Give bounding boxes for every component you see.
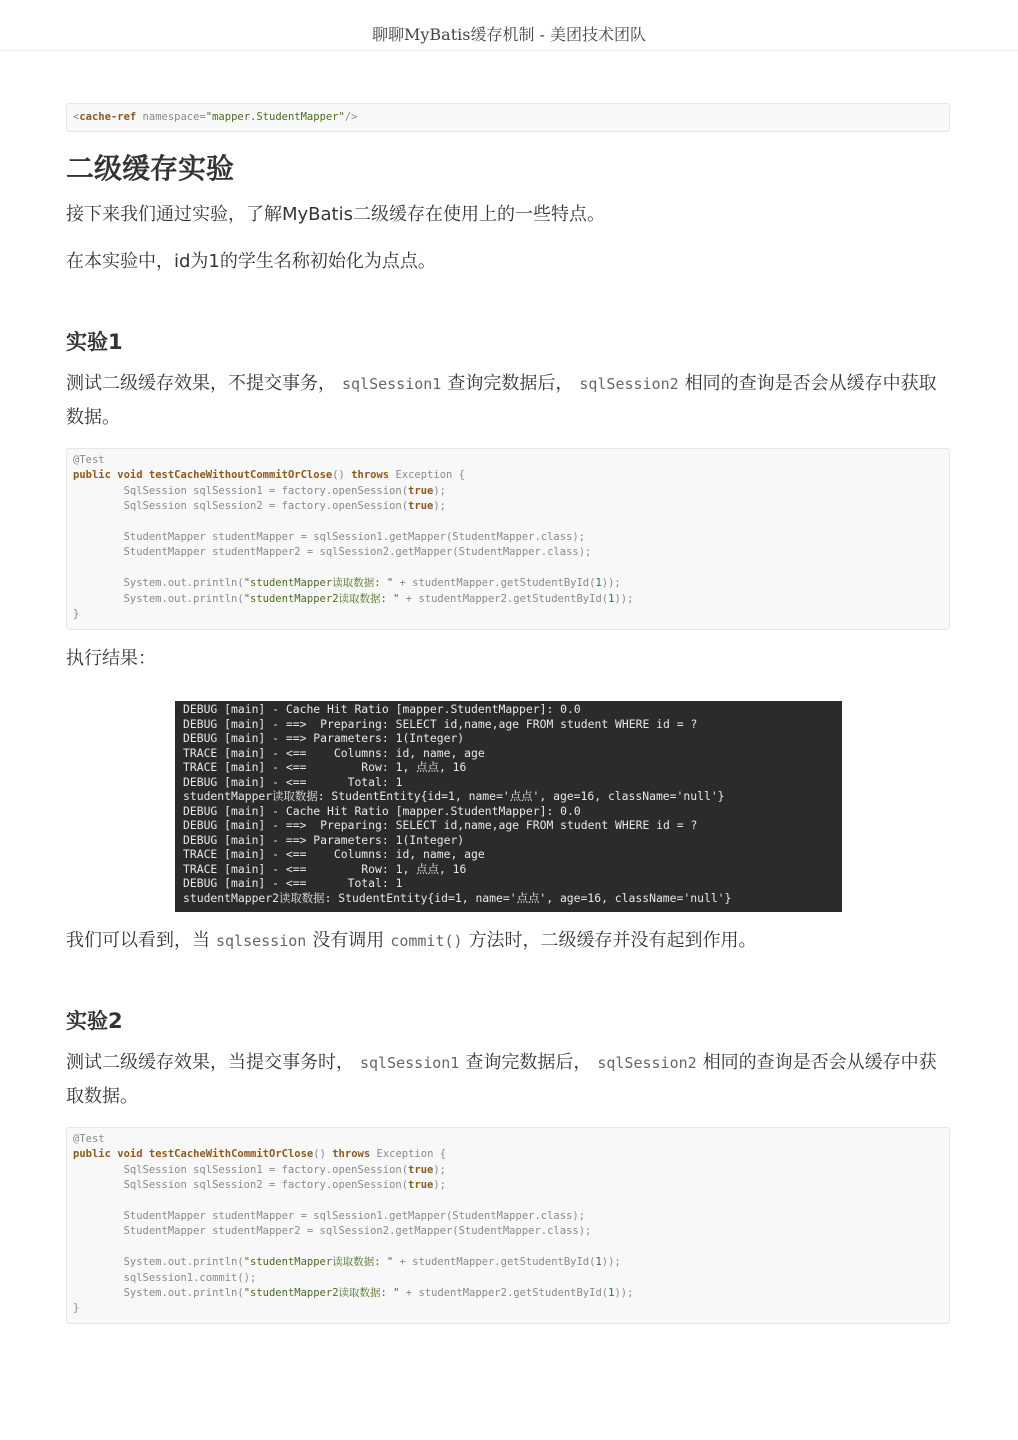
terminal-output [175, 701, 842, 912]
exp1-result-label: 执行结果： [66, 648, 156, 669]
exp1-conclusion: 我们可以看到，当 sqlsession 没有调用 commit() 方法时，二级缓存并没有起到作用。 [66, 930, 757, 951]
method-name: testCacheWithCommitOrClose [148, 1148, 314, 1161]
terminal-line: TRACE [main] - <== Columns: id, name, age [183, 847, 485, 861]
method-name: testCacheWithoutCommitOrClose [148, 469, 333, 482]
section-init: 在本实验中，id为1的学生名称初始化为点点。 [66, 251, 436, 272]
inline-code: commit() [390, 932, 463, 950]
terminal-line: TRACE [main] - <== Row: 1, 点点, 16 [183, 861, 467, 876]
terminal-line: DEBUG [main] - Cache Hit Ratio [mapper.StudentMapper]: 0.0 [183, 702, 581, 716]
exp2-title: 实验2 [66, 1009, 123, 1033]
exp1-title: 实验1 [66, 330, 123, 354]
inline-code: sqlSession1 [360, 1054, 460, 1072]
page-header [0, 0, 1018, 51]
inline-code: sqlsession [216, 932, 307, 950]
terminal-line: DEBUG [main] - <== Total: 1 [183, 876, 403, 890]
exp1-description: 测试二级缓存效果，不提交事务， sqlSession1 查询完数据后， sqlSession2 相同的查询是否会从缓存中获取数据。 [66, 373, 937, 428]
inline-code: sqlSession1 [342, 375, 442, 393]
terminal-line: DEBUG [main] - ==> Preparing: SELECT id,name,age FROM student WHERE id = ? [183, 818, 698, 832]
exp2-code-block: @Test public void testCacheWithCommitOrClose() throws Exception { SqlSession sqlSession1 = factory.openSession(true); SqlSession sqlSession2 = factory.openSession(true); StudentMapper studentMapper = sqlSession1.getMapper(StudentMapper.class); StudentMapper studentMapper2 = sqlSession2.getMapper(StudentMapper.class); System.out.println("studentMapper读取数据: " + studentMapper.getStudentById(1)); sqlSession1.commit(); System.out.println("studentMapper2读取数据: " + studentMapper2.getStudentById(1)); } [66, 1127, 950, 1324]
inline-code: sqlSession2 [597, 1054, 697, 1072]
terminal-line: DEBUG [main] - <== Total: 1 [183, 774, 403, 789]
inline-code: sqlSession2 [579, 375, 679, 393]
section-intro: 接下来我们通过实验，了解MyBatis二级缓存在使用上的一些特点。 [66, 204, 605, 225]
code-tag: cache-ref [79, 111, 137, 123]
terminal-line: DEBUG [main] - Cache Hit Ratio [mapper.StudentMapper]: 0.0 [183, 803, 581, 818]
terminal-line: TRACE [main] - <== Columns: id, name, age [183, 745, 485, 760]
terminal-line: DEBUG [main] - ==> Parameters: 1(Integer) [183, 731, 465, 745]
terminal-line: TRACE [main] - <== Row: 1, 点点, 16 [183, 760, 467, 774]
section-title: 二级缓存实验 [66, 152, 235, 185]
terminal-line: studentMapper2读取数据: StudentEntity{id=1, name='点点', age=16, className='null'} [183, 890, 732, 905]
terminal-line: DEBUG [main] - ==> Preparing: SELECT id,name,age FROM student WHERE id = ? [183, 716, 698, 731]
terminal-text [183, 702, 834, 905]
terminal-line: DEBUG [main] - ==> Parameters: 1(Integer) [183, 832, 465, 847]
exp1-code-block: @Test public void testCacheWithoutCommitOrClose() throws Exception { SqlSession sqlSession1 = factory.openSession(true); SqlSession sqlSession2 = factory.openSession(true); StudentMapper studentMapper = sqlSession1.getMapper(StudentMapper.class); StudentMapper studentMapper2 = sqlSession2.getMapper(StudentMapper.class); System.out.println("studentMapper读取数据: " + studentMapper.getStudentById(1)); System.out.println("studentMapper2读取数据: " + studentMapper2.getStudentById(1)); } [66, 448, 950, 630]
page-header-title: 聊聊MyBatis缓存机制 - 美团技术团队 [371, 25, 647, 44]
exp2-description: 测试二级缓存效果，当提交事务时， sqlSession1 查询完数据后， sqlSession2 相同的查询是否会从缓存中获取数据。 [66, 1052, 937, 1107]
cache-ref-code-block: <cache-ref namespace="mapper.StudentMapper"/> [66, 103, 950, 132]
terminal-line: studentMapper读取数据: StudentEntity{id=1, name='点点', age=16, className='null'} [183, 789, 725, 803]
